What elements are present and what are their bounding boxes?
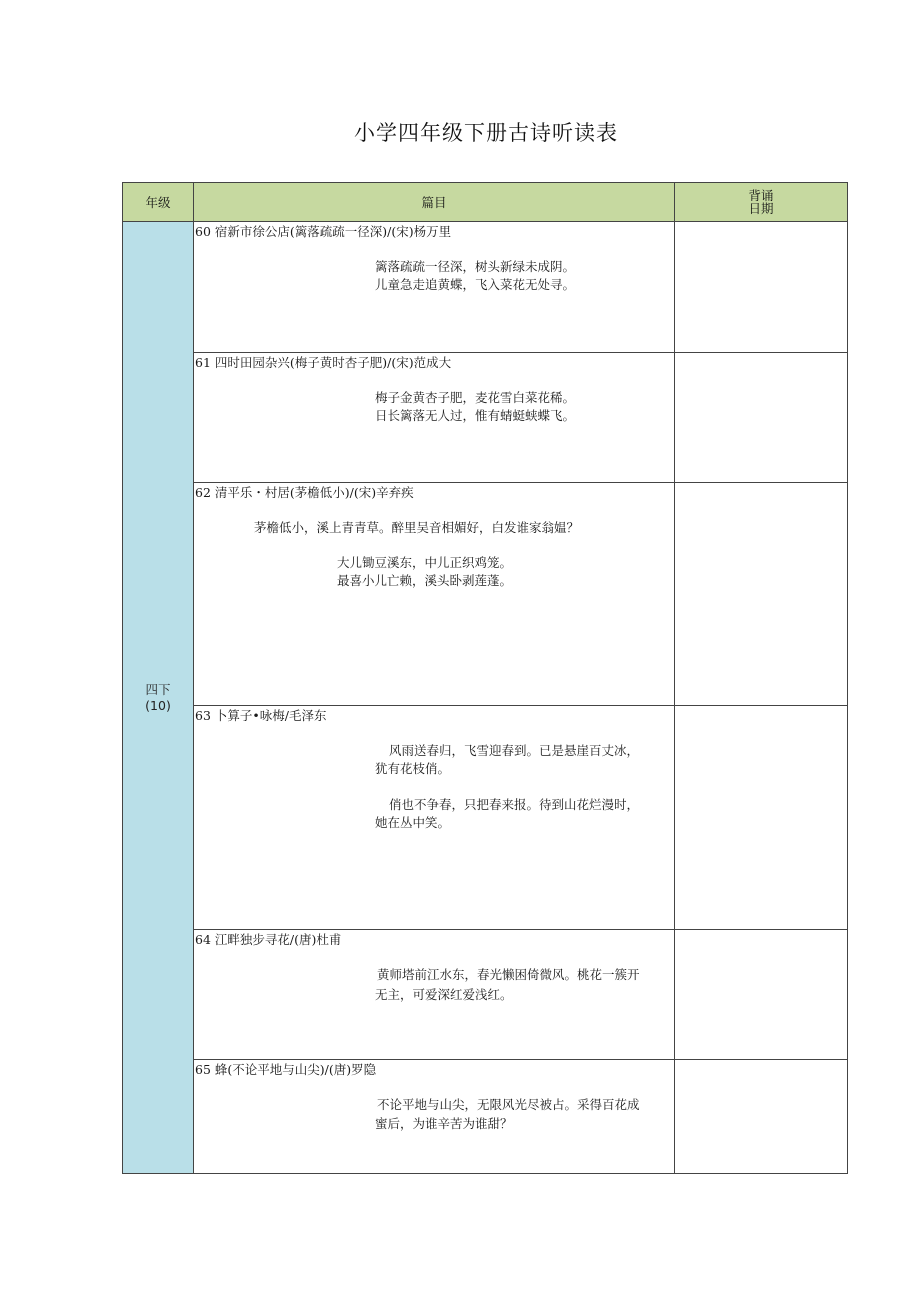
date-cell[interactable] xyxy=(675,1060,848,1174)
date-cell[interactable] xyxy=(675,930,848,1060)
date-cell[interactable] xyxy=(675,353,848,483)
poem-title: 62 清平乐・村居(茅檐低小)/(宋)辛弃疾 xyxy=(195,485,414,500)
poem-title: 64 江畔独步寻花/(唐)杜甫 xyxy=(195,932,342,947)
poem-line: 她在丛中笑。 xyxy=(375,815,451,830)
poem-line: 俏也不争春，只把春来报。待到山花烂漫时， xyxy=(389,797,640,812)
table-row xyxy=(123,353,848,483)
poem-line: 不论平地与山尖，无限风光尽被占。采得百花成 xyxy=(377,1097,640,1112)
table-row xyxy=(123,1060,848,1174)
poem-cell xyxy=(194,353,675,483)
header-date-line2: 日期 xyxy=(748,201,774,216)
grade-cell xyxy=(123,222,194,1174)
poem-line: 梅子金黄杏子肥，麦花雪白菜花稀。 xyxy=(375,390,576,405)
poem-table xyxy=(122,182,848,1174)
date-cell[interactable] xyxy=(675,222,848,353)
grade-count: (10) xyxy=(145,697,171,713)
poem-line: 茅檐低小，溪上青青草。醉里吴音相媚好，白发谁家翁媪？ xyxy=(254,520,580,535)
poem-line: 大儿锄豆溪东，中儿正织鸡笼。 xyxy=(337,555,513,570)
date-cell[interactable] xyxy=(675,706,848,930)
poem-title: 60 宿新市徐公店(篱落疏疏一径深)/(宋)杨万里 xyxy=(195,224,452,239)
poem-title: 65 蜂(不论平地与山尖)/(唐)罗隐 xyxy=(195,1062,377,1077)
grade-label: 四下 xyxy=(145,681,171,697)
poem-line: 儿童急走追黄蝶，飞入菜花无处寻。 xyxy=(375,277,576,292)
poem-line: 最喜小儿亡赖，溪头卧剥莲蓬。 xyxy=(337,573,513,588)
poem-line: 日长篱落无人过，惟有蜻蜓蛱蝶飞。 xyxy=(375,408,576,423)
table-row xyxy=(123,222,848,353)
poem-cell xyxy=(194,222,675,353)
table-row xyxy=(123,706,848,930)
poem-cell xyxy=(194,1060,675,1174)
poem-line: 犹有花枝俏。 xyxy=(375,761,451,776)
header-date-line1: 背诵 xyxy=(748,188,774,203)
poem-line: 无主，可爱深红爱浅红。 xyxy=(375,987,513,1002)
page-title: 小学四年级下册古诗听读表 xyxy=(354,121,618,145)
poem-line: 篱落疏疏一径深，树头新绿未成阴。 xyxy=(375,259,576,274)
poem-cell xyxy=(194,483,675,706)
poem-title: 63 卜算子•咏梅/毛泽东 xyxy=(195,708,327,723)
table-row xyxy=(123,483,848,706)
poem-line: 黄师塔前江水东，春光懒困倚微风。桃花一簇开 xyxy=(377,967,640,982)
poem-cell xyxy=(194,930,675,1060)
table-row xyxy=(123,930,848,1060)
header-title: 篇目 xyxy=(194,183,675,222)
poem-cell xyxy=(194,706,675,930)
date-cell[interactable] xyxy=(675,483,848,706)
header-row xyxy=(123,183,848,222)
poem-title: 61 四时田园杂兴(梅子黄时杏子肥)/(宋)范成大 xyxy=(195,355,452,370)
poem-line: 蜜后，为谁辛苦为谁甜？ xyxy=(375,1116,513,1131)
header-grade: 年级 xyxy=(123,183,194,222)
header-date xyxy=(675,183,848,222)
poem-line: 风雨送春归，飞雪迎春到。已是悬崖百丈冰， xyxy=(389,743,640,758)
